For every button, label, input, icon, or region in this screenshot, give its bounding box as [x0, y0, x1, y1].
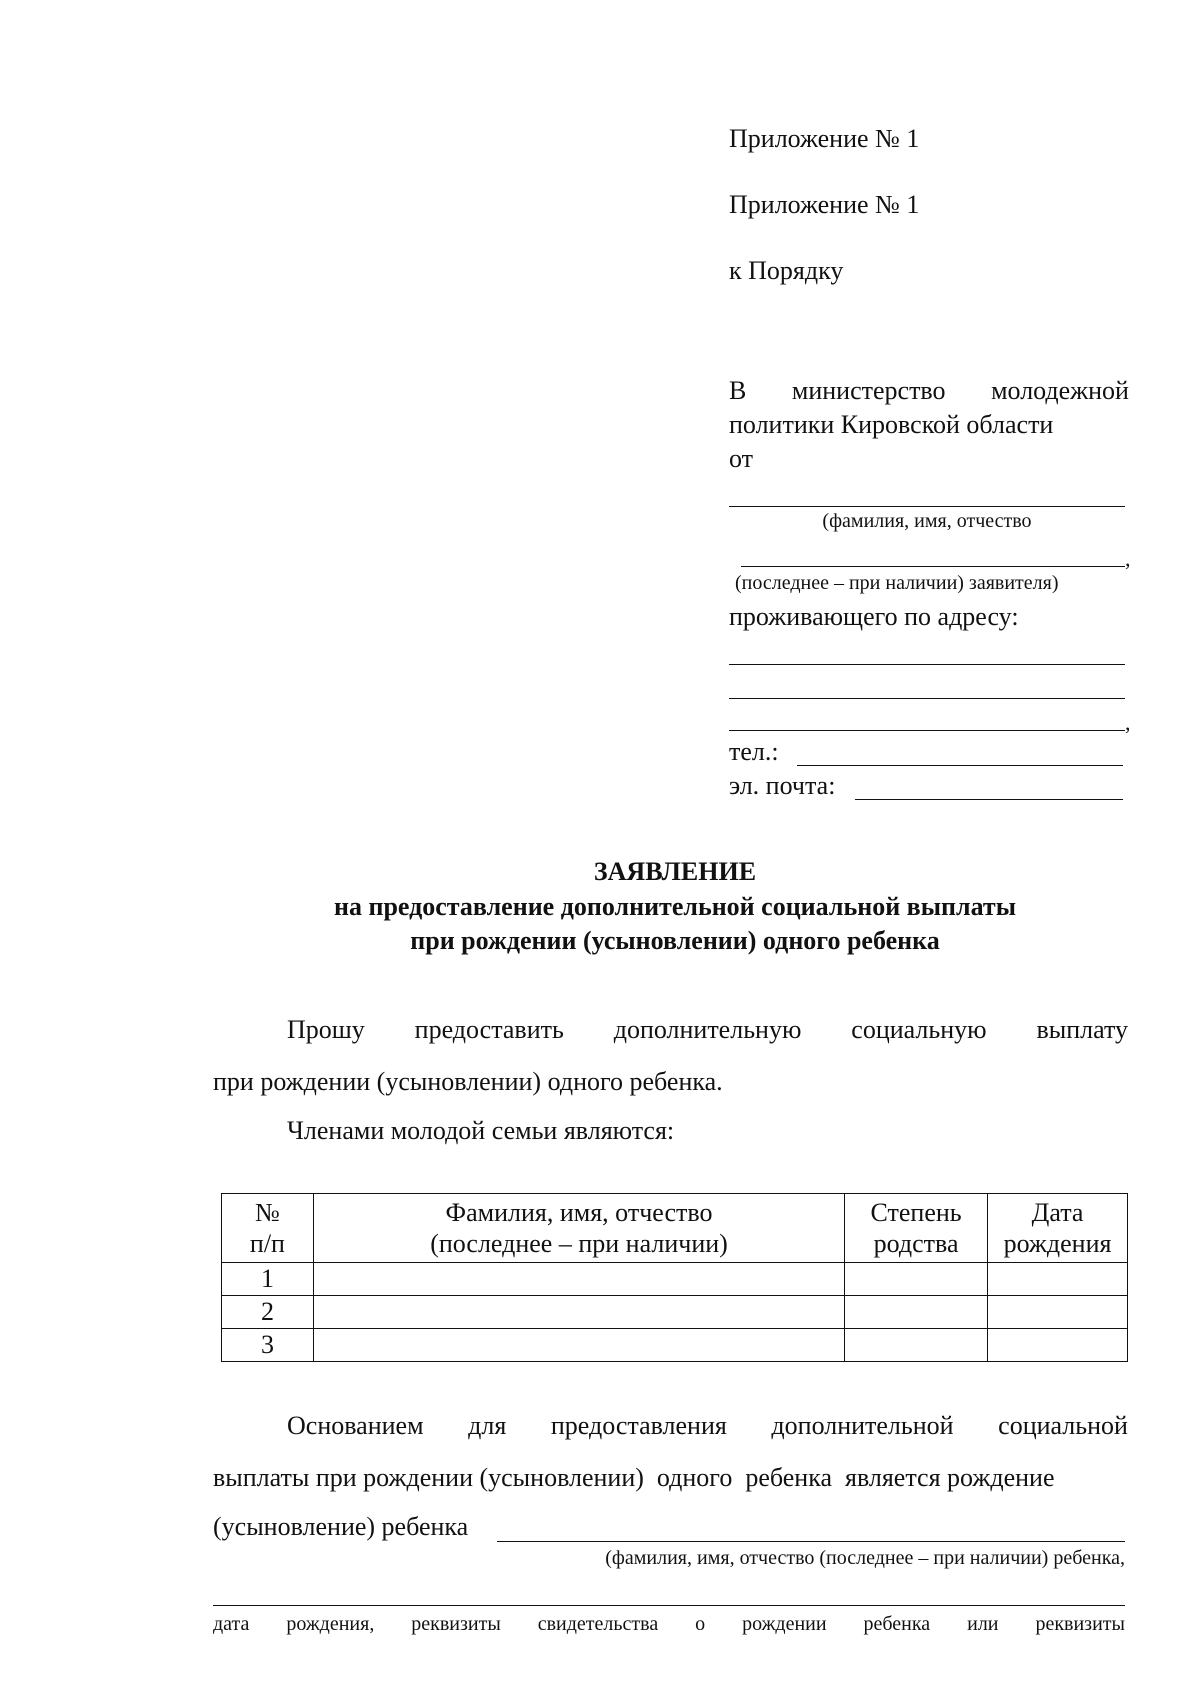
caption-word: свидетельства	[537, 1613, 659, 1635]
paragraph-word: предоставления	[550, 1411, 727, 1440]
basis-paragraph-line-1	[287, 1411, 1128, 1441]
family-members-label: Членами молодой семьи являются:	[287, 1116, 675, 1145]
document-subtitle-2: при рождении (усыновлении) одного ребенка	[410, 926, 940, 955]
caption-word: ребенка	[863, 1613, 931, 1635]
caption-word: или	[967, 1613, 999, 1635]
column-header-number	[222, 1194, 314, 1263]
header-text: (последнее – при наличии)	[430, 1229, 728, 1258]
paragraph-word: для	[468, 1411, 507, 1440]
full-name-cell[interactable]	[313, 1263, 844, 1296]
appendix-label: Приложение № 1	[729, 124, 920, 153]
paragraph-word: социальную	[851, 1015, 987, 1044]
caption-word: о	[695, 1613, 706, 1635]
relationship-cell[interactable]	[845, 1296, 988, 1329]
paragraph-word: Основанием	[287, 1411, 424, 1440]
child-info-line-2	[213, 1605, 1125, 1606]
row-number: 3	[222, 1329, 314, 1362]
comma: ,	[1125, 710, 1131, 735]
phone-line	[797, 765, 1123, 766]
email-label: эл. почта:	[729, 771, 836, 800]
addressee-from: от	[729, 444, 754, 473]
addressee-word: министерство	[791, 376, 946, 405]
document-title: ЗАЯВЛЕНИЕ	[593, 857, 757, 886]
column-header-relationship	[845, 1194, 988, 1263]
applicant-name-line	[729, 506, 1125, 507]
paragraph-word: предоставить	[414, 1015, 564, 1044]
address-line-2	[729, 698, 1125, 699]
full-name-cell[interactable]	[313, 1329, 844, 1362]
child-info-line	[497, 1541, 1125, 1542]
paragraph-word: дополнительной	[771, 1411, 954, 1440]
addressee-word: молодежной	[991, 376, 1129, 405]
table-row	[222, 1263, 1128, 1296]
family-members-table	[221, 1193, 1128, 1362]
comma: ,	[1125, 546, 1131, 571]
request-paragraph-line-2: при рождении (усыновлении) одного ребенка.	[213, 1067, 723, 1096]
addressee-word: В	[729, 376, 747, 405]
caption-word: дата	[213, 1613, 250, 1635]
table-row	[222, 1296, 1128, 1329]
caption-word: реквизиты	[1035, 1613, 1125, 1635]
caption-word: реквизиты	[411, 1613, 501, 1635]
relationship-cell[interactable]	[845, 1329, 988, 1362]
child-info-caption: (фамилия, имя, отчество (последнее – при наличии) ребенка,	[605, 1547, 1125, 1569]
birth-date-cell[interactable]	[988, 1329, 1128, 1362]
child-info-caption-2	[213, 1613, 1125, 1636]
request-paragraph-line-1	[287, 1015, 1128, 1045]
addressee-line-1	[729, 376, 1129, 406]
caption-word: рождении	[742, 1613, 827, 1635]
to-order-label: к Порядку	[729, 256, 844, 285]
header-text: рождения	[1003, 1229, 1112, 1258]
table-header-row	[222, 1194, 1128, 1263]
appendix-label-2: Приложение № 1	[729, 190, 920, 219]
table-row	[222, 1329, 1128, 1362]
basis-paragraph-line-3: (усыновление) ребенка	[213, 1512, 469, 1541]
address-line-1	[729, 664, 1125, 665]
phone-label: тел.:	[729, 737, 779, 766]
header-text: №	[255, 1198, 280, 1227]
full-name-cell[interactable]	[313, 1296, 844, 1329]
email-line	[855, 799, 1123, 800]
birth-date-cell[interactable]	[988, 1263, 1128, 1296]
column-header-full-name	[313, 1194, 844, 1263]
addressee-line-2: политики Кировской области	[729, 410, 1054, 439]
document-subtitle-1: на предоставление дополнительной социальной выплаты	[333, 892, 1016, 921]
address-line-3	[729, 730, 1125, 731]
birth-date-cell[interactable]	[988, 1296, 1128, 1329]
header-text: родства	[873, 1229, 959, 1258]
applicant-name-line-2	[741, 566, 1125, 567]
applicant-name-caption: (фамилия, имя, отчество	[822, 510, 1032, 532]
column-header-birth-date	[988, 1194, 1128, 1263]
basis-paragraph-line-2: выплаты при рождении (усыновлении) одного ребенка является рождение	[213, 1463, 1055, 1492]
header-text: п/п	[249, 1229, 285, 1258]
paragraph-word: Прошу	[287, 1015, 365, 1044]
paragraph-word: социальной	[998, 1411, 1128, 1440]
relationship-cell[interactable]	[845, 1263, 988, 1296]
row-number: 1	[222, 1263, 314, 1296]
caption-word: рождения,	[286, 1613, 375, 1635]
paragraph-word: дополнительную	[613, 1015, 802, 1044]
applicant-name-caption-2: (последнее – при наличии) заявителя)	[735, 572, 1059, 594]
row-number: 2	[222, 1296, 314, 1329]
paragraph-word: выплату	[1036, 1015, 1128, 1044]
header-text: Дата	[1031, 1198, 1084, 1227]
residence-label: проживающего по адресу:	[729, 602, 1019, 631]
header-text: Степень	[870, 1198, 962, 1227]
header-text: Фамилия, имя, отчество	[445, 1198, 713, 1227]
